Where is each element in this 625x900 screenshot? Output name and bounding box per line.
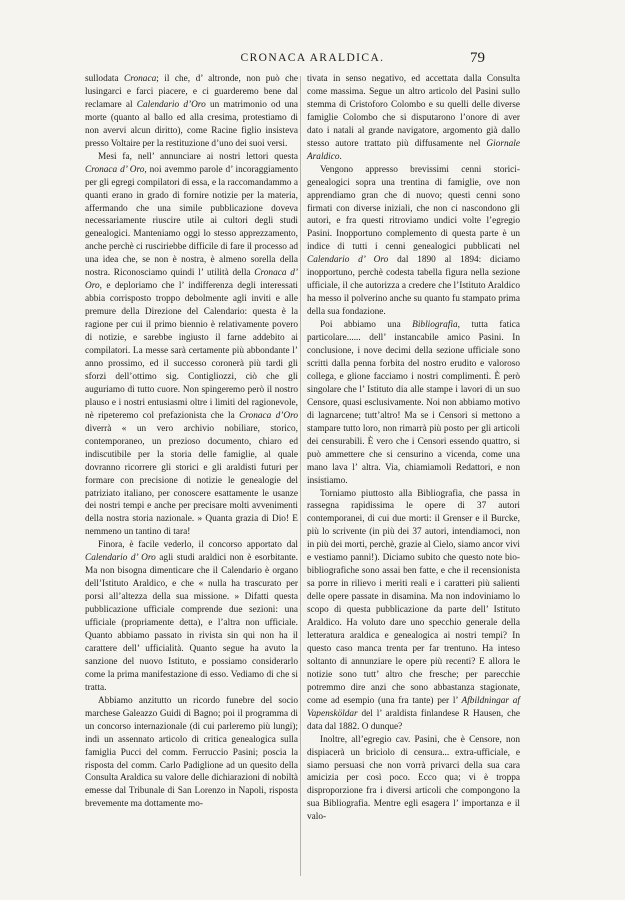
italic-title: Giornale Araldico	[307, 138, 520, 162]
italic-title: Cronaca d’Oro	[239, 410, 298, 421]
paragraph: Torniamo piuttosto alla Bibliografia, che passa in rassegna rapidissima le opere di 37 autori contemporanei, di cui due morti: il Grenser e il Burcke, più lo scrivente (in più dei 37 autori, intendiamoci, non in più dei morti, perchè, grazie al Cielo, siamo ancor vivi e vestiamo panni!). Diciamo subito che questo note bio-bibliografiche sono assai ben fatte, e che il recensionista sa porre in rilievo i meriti reali e i caratteri più salienti delle opere passate in disamina. Ma non indoviniamo lo scopo di questa pubblicazione da parte dell’ Istituto Araldico. Ha voluto dare uno specchio generale della letteratura araldica e genealogica ai nostri tempi? In questo caso manca trenta per far trentuno. Ha inteso soltanto di annunziare le opere più recenti? E allora le notizie sono tutt’ altro che fresche; per parecchie potremmo dire anzi che sono abbastanza stagionate, come ad esempio (una fra tante) per l’ Afbildningar af Vapensköldar del l’ araldista finlandese R Hausen, che data dal 1882. O dunque?	[307, 488, 521, 732]
column-divider	[300, 76, 301, 876]
page-number: 79	[470, 50, 485, 66]
italic-title: Cronaca d’ Oro	[85, 268, 298, 292]
italic-title: Calendario d’ Oro	[307, 255, 389, 266]
right-column	[307, 73, 520, 824]
paragraph: Mesi fa, nell’ annunciare ai nostri lettori questa Cronaca d’ Oro, noi avemmo parole d’ incoraggiamento per gli egregi compilatori di essa, e la raccomandammo a quanti erano in grado di fornire notizie per la materia, affermando che una simile pubblicazione doveva necessariamente riuscire utile ai cultori degli studi genealogici. Manteniamo oggi lo stesso apprezzamento, anche perchè ci rusciriebbe difficile di fare il processo ad una idea che, se non è nostra, è almeno sorella della nostra. Riconosciamo quindi l’ utilità della Cronaca d’ Oro, e deploriamo che l’ indifferenza degli interessati abbia corrisposto troppo debolmente agli inviti e alle premure della Direzione del Calendario: questa è la ragione per cui il primo biennio è relativamente povero di notizie, e sarebbe ingiusto il farne addebito ai compilatori. La messe sarà certamente più abbondante l’ anno prossimo, ed il successo coronerà più tardi gli sforzi dell’ottimo sig. Contigliozzi, ciò che gli auguriamo di tutto cuore. Non spingeremo però il nostro plauso e i nostri entusiasmi oltre i limiti del ragionevole, nè ripeteremo col prefazionista che la Cronaca d’Oro diverrà « un vero archivio nobiliare, storico, contemporaneo, un prezioso documento, chiaro ed indiscutibile per la storia delle famiglie, al quale dovranno ricorrere gli storici e gli araldisti futuri per formare con precisione di notizie le genealogie del patriziato italiano, per conoscere esattamente le usanze dei nostri tempi e anche per precisare molti avvenimenti della nostra storia nazionale. » Quanta grazia di Dio! E nemmeno un tantino di tara!	[85, 151, 299, 538]
paragraph: Poi abbiamo una Bibliografia, tutta fatica particolare...... dell’ instancabile amico Pasini. In conclusione, i nove decimi della sezione ufficiale sono scritti dalla penna forbita del nostro erudito e valoroso collega, e glione facciamo i nostri complimenti. È però singolare che l’ Istituto dia alle stampe i lavori di un suo Censore, quasi esclusivamente. Noi non abbiamo motivo di lagnarcene; tutt’altro! Ma se i Censori si mettono a stampare tutto loro, non rimarrà più posto per gli articoli dei censurabili. È vero che i Censori essendo quattro, si può ammettere che si censurino a vicenda, come una mano lava l’ altra. Via, chiamiamoli Redattori, e non insistiamo.	[307, 320, 521, 486]
italic-title: Cronaca d’ Oro	[85, 164, 145, 175]
paragraph: Vengono appresso brevissimi cenni storici-genealogici sopra una trentina di famiglie, ove non apprendiamo gran che di nuovo; questi cenni sono firmati con diverse iniziali, che non ci nascondono gli autori, e fra questi ritroviamo undici volte l’egregio Pasini. Inopportuno complemento di questa parte è un indice di tutti i cenni genealogici pubblicati nel Calendario d’ Oro dal 1890 al 1894: diciamo inopportuno, perchè codesta tabella figura nella sezione ufficiale, il che autorizza a credere che l’Istituto Araldico ha messo il polverino anche su quanto fu stampato prima della sua fondazione.	[307, 164, 520, 318]
paragraph: Finora, è facile vederlo, il concorso apportato dal Calendario d’ Oro agli studi araldici non è esorbitante. Ma non bisogna dimenticare che il Calendario è organo dell’Istituto Araldico, e che « nulla ha trascurato per porsi all’altezza della sua missione. » Difatti questa pubblicazione ufficiale comprende due sezioni: una ufficiale (propriamente detta), e l’altra non ufficiale. Quanto abbiamo passato in rivista sin qui non ha il carattere dell’ ufficialità. Quanto segue ha avuto la sanzione del nuovo Istituto, e possiamo considerarlo come la prima manifestazione di esso. Vediamo di che si tratta.	[85, 540, 298, 693]
running-title: CRONACA ARALDICA.	[240, 52, 385, 64]
paragraph: Abbiamo anzitutto un ricordo funebre del socio marchese Galeazzo Guidi di Bagno; poi il programma di un concorso internazionale (di cui parleremo più lungi); indi un assennato articolo di critica genealogica sulla famiglia Pucci del comm. Ferruccio Pasini; poscia la risposta del comm. Carlo Padiglione ad un quesito della Consulta Araldica su valore delle dichiarazioni di nobiltà emesse dal Tribunale di San Lorenzo in Napoli, risposta brevemente ma dottamente mo-	[85, 695, 298, 810]
italic-title: Cronaca	[124, 74, 157, 84]
running-head	[0, 50, 625, 66]
italic-title: Calendario d’Oro	[136, 99, 206, 110]
italic-title: Calendario d’ Oro	[85, 553, 156, 564]
paragraph: Inoltre, all’egregio cav. Pasini, che è Censore, non dispiacerà un briciolo di censura... extra-ufficiale, e siamo persuasi che non vorrà privarci della sua cara amicizia per così poco. Ecco qua; vi è troppa disproporzione fra i diversi articoli che compongono la sua Bibliografia. Mentre egli esagera l’ importanza e il valo-	[307, 734, 520, 823]
paragraph: sullodata Cronaca; il che, d’ altronde, non può che lusingarci e farci piacere, e ci guarderemo bene dal reclamare al Calendario d’Oro un matrimonio od una morte (quanto al ballo ed alla cresima, protestiamo di non avervi alcun diritto), come Racine figlio insisteva presso Voltaire per la restituzione d’uno dei suoi versi.	[85, 74, 299, 149]
italic-title: Bibliografia	[412, 320, 458, 331]
italic-title: Afbildningar af Vapensköldar	[307, 695, 521, 719]
left-column	[85, 73, 298, 811]
paragraph: tivata in senso negativo, ed accettata dalla Consulta come massima. Segue un altro articolo del Pasini sullo stemma di Cristoforo Colombo e su quelli delle diverse famiglie Colombo che si disputarono l’onore di aver dato i natali al grande navigatore, argomento già dallo stesso autore trattato più diffusamente nel Giornale Araldico.	[307, 74, 520, 162]
